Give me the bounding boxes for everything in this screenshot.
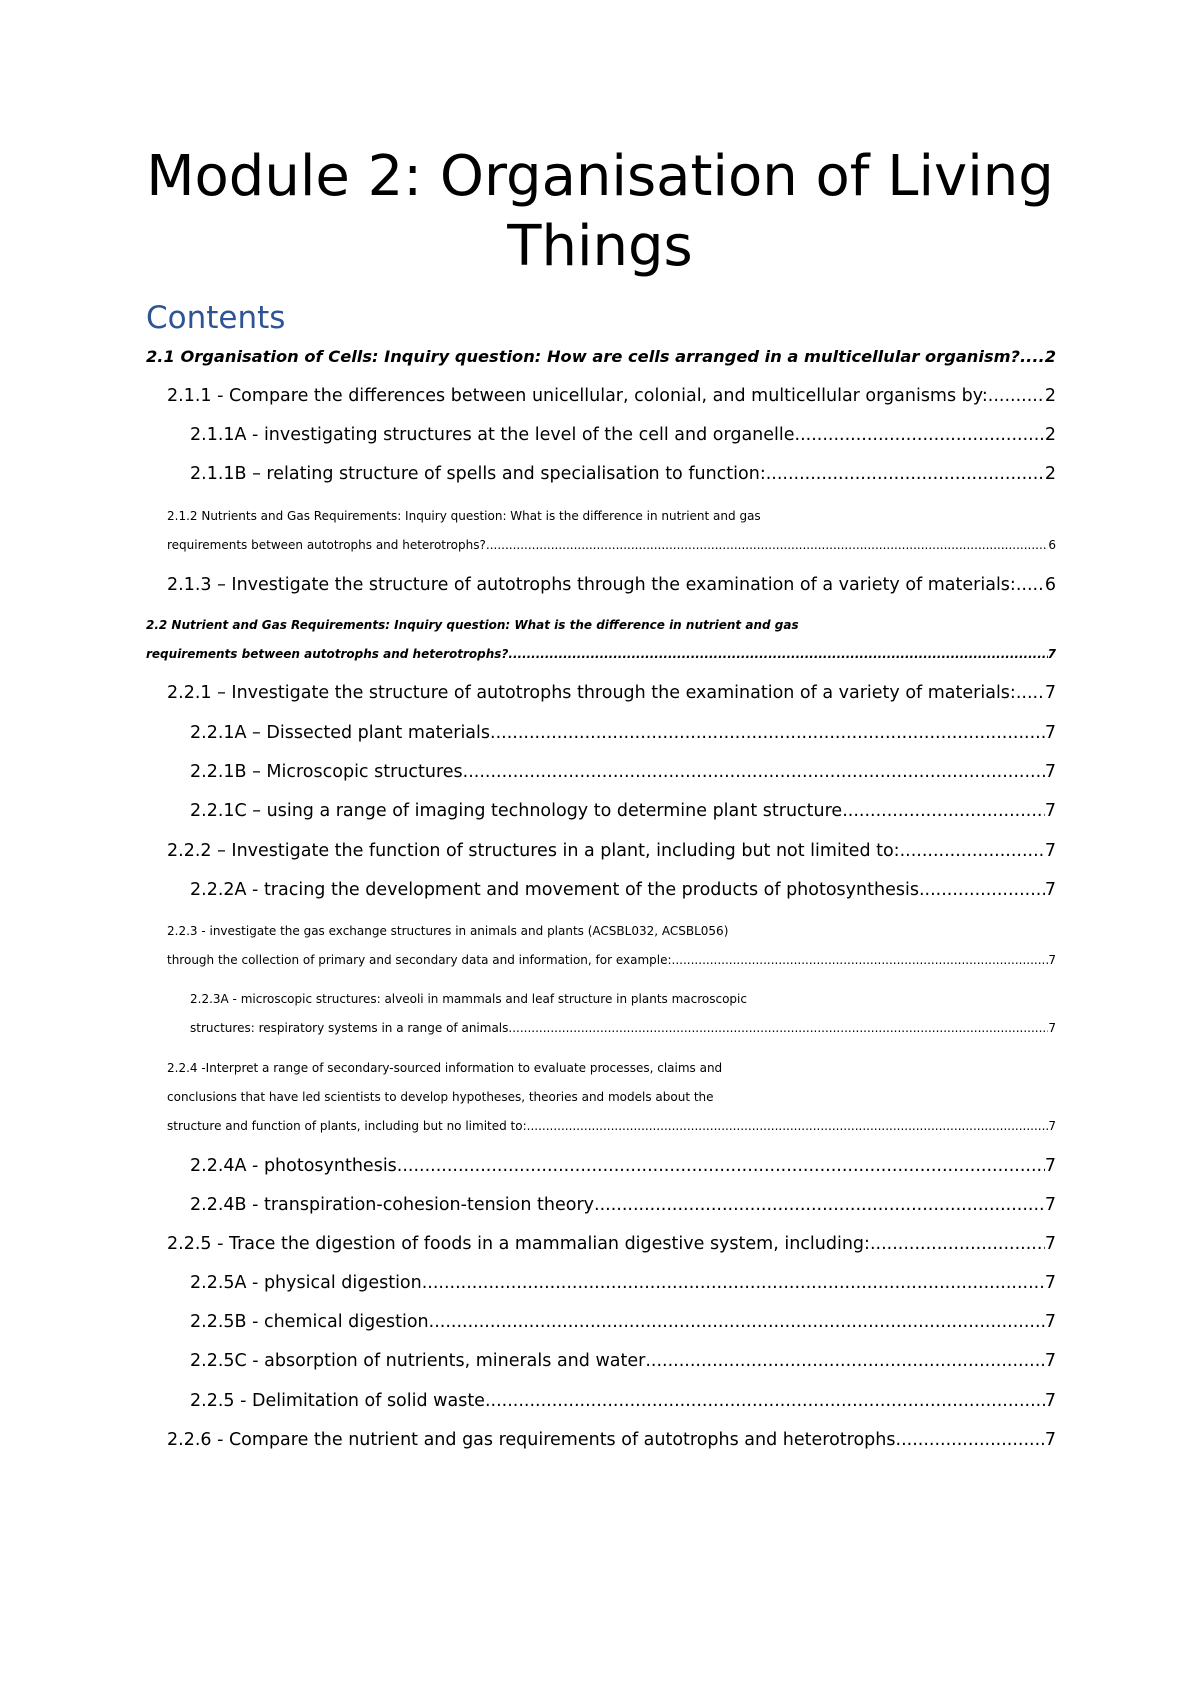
toc-entry-2-2-2a[interactable] <box>190 876 1056 905</box>
toc-entry-text: structure and function of plants, including but no limited to: <box>167 1119 527 1133</box>
toc-page-number: 7 <box>1048 1119 1056 1133</box>
toc-page-number: 7 <box>1048 1021 1056 1035</box>
toc-entry-text-line2: conclusions that have led scientists to develop hypotheses, theories and models about the <box>167 1090 714 1104</box>
toc-page-number: 7 <box>1044 1430 1056 1450</box>
toc-page-number: 6 <box>1048 538 1056 552</box>
toc-leader-dots <box>896 1426 1045 1455</box>
toc-entry-text: 2.2.4B - transpiration-cohesion-tension theory <box>190 1195 595 1215</box>
toc-entry-text: 2.2.5 - Trace the digestion of foods in a mammalian digestive system, including: <box>167 1234 870 1254</box>
toc-leader-dots <box>919 876 1045 905</box>
toc-page-number: 7 <box>1044 1351 1056 1371</box>
toc-leader-dots <box>842 797 1045 826</box>
toc-entry-2-2-5c[interactable] <box>190 1347 1056 1376</box>
toc-entry-text: 2.2.1A – Dissected plant materials <box>190 723 491 743</box>
toc-entry-2-2-5-delimitation[interactable] <box>190 1387 1056 1416</box>
toc-entry-2-2-4b[interactable] <box>190 1191 1056 1220</box>
toc-page-number: 7 <box>1044 1234 1056 1254</box>
toc-entry-2-2-6[interactable] <box>167 1426 1056 1455</box>
toc-entry-2-2[interactable] <box>146 611 1056 669</box>
toc-entry-text: 2.2.5B - chemical digestion <box>190 1312 429 1332</box>
toc-page-number: 7 <box>1044 1156 1056 1176</box>
toc-leader-dots <box>485 1387 1045 1416</box>
toc-leader-dots <box>645 1347 1045 1376</box>
toc-entry-text: 2.2.1B – Microscopic structures <box>190 762 463 782</box>
toc-leader-dots <box>490 719 1045 748</box>
toc-entry-2-1[interactable] <box>146 342 1056 371</box>
contents-heading: Contents <box>146 300 286 336</box>
toc-page-number: 7 <box>1044 1312 1056 1332</box>
toc-entry-text-line1: 2.2.3 - investigate the gas exchange structures in animals and plants (ACSBL032, ACSBL056) <box>167 924 729 938</box>
toc-page-number: 7 <box>1044 880 1056 900</box>
toc-leader-dots <box>870 1230 1045 1259</box>
toc-entry-text: 2.2.2 – Investigate the function of structures in a plant, including but not limited to: <box>167 841 900 861</box>
toc-entry-2-2-5a[interactable] <box>190 1269 1056 1298</box>
toc-leader-dots <box>988 382 1045 411</box>
toc-leader-dots <box>422 1269 1045 1298</box>
toc-leader-dots <box>672 946 1049 975</box>
toc-entry-2-1-1a[interactable] <box>190 421 1056 450</box>
toc-leader-dots <box>486 531 1048 560</box>
toc-entry-2-2-2[interactable] <box>167 837 1056 866</box>
toc-entry-text: 2.2.1 – Investigate the structure of autotrophs through the examination of a variety of materials: <box>167 683 1016 703</box>
toc-page-number: 7 <box>1047 647 1056 661</box>
toc-entry-2-1-3[interactable] <box>167 571 1056 600</box>
document-title: Module 2: Organisation of Living Things <box>146 144 1054 279</box>
toc-entry-2-2-1[interactable] <box>167 679 1056 708</box>
toc-entry-2-1-2[interactable] <box>167 502 1056 560</box>
toc-entry-2-1-1[interactable] <box>167 382 1056 411</box>
toc-leader-dots <box>900 837 1045 866</box>
toc-page-number: 2 <box>1044 386 1056 406</box>
toc-page-number: 2 <box>1044 425 1056 445</box>
toc-entry-text: 2.2.5C - absorption of nutrients, minerals and water <box>190 1351 646 1371</box>
toc-page-number: 6 <box>1044 575 1056 595</box>
toc-entry-text-line1: 2.2.3A - microscopic structures: alveoli in mammals and leaf structure in plants macroscopic <box>190 992 747 1006</box>
toc-entry-2-2-4a[interactable] <box>190 1152 1056 1181</box>
toc-entry-text: 2.1.1A - investigating structures at the level of the cell and organelle <box>190 425 795 445</box>
toc-entry-text: 2.2.1C – using a range of imaging technology to determine plant structure <box>190 801 843 821</box>
toc-entry-2-2-1c[interactable] <box>190 797 1056 826</box>
toc-entry-2-2-1a[interactable] <box>190 719 1056 748</box>
toc-page-number: 7 <box>1044 1195 1056 1215</box>
toc-entry-2-2-4[interactable] <box>167 1054 1056 1141</box>
toc-entry-2-2-3a[interactable] <box>190 985 1056 1043</box>
toc-entry-text: requirements between autotrophs and heterotrophs? <box>146 647 509 661</box>
toc-entry-text: structures: respiratory systems in a range of animals <box>190 1021 509 1035</box>
toc-page-number: 7 <box>1044 1391 1056 1411</box>
toc-entry-text: 2.1.3 – Investigate the structure of autotrophs through the examination of a variety of materials: <box>167 575 1016 595</box>
toc-entry-text: 2.2.5 - Delimitation of solid waste <box>190 1391 485 1411</box>
toc-entry-text: 2.1.1 - Compare the differences between unicellular, colonial, and multicellular organisms by: <box>167 386 988 406</box>
toc-leader-dots <box>795 421 1045 450</box>
toc-entry-text: requirements between autotrophs and heterotrophs? <box>167 538 486 552</box>
toc-entry-text: 2.2.6 - Compare the nutrient and gas requirements of autotrophs and heterotrophs <box>167 1430 896 1450</box>
toc-entry-text: through the collection of primary and secondary data and information, for example: <box>167 953 672 967</box>
toc-page-number: 7 <box>1044 801 1056 821</box>
toc-page-number: 7 <box>1044 1273 1056 1293</box>
toc-entry-2-2-5b[interactable] <box>190 1308 1056 1337</box>
toc-entry-2-1-1b[interactable] <box>190 460 1056 489</box>
toc-leader-dots <box>1016 679 1045 708</box>
toc-leader-dots <box>1020 342 1045 371</box>
toc-entry-text: 2.1.1B – relating structure of spells and specialisation to function: <box>190 464 766 484</box>
toc-page-number: 2 <box>1044 347 1056 366</box>
toc-leader-dots <box>1016 571 1045 600</box>
toc-entry-2-2-3[interactable] <box>167 917 1056 975</box>
toc-leader-dots <box>397 1152 1045 1181</box>
toc-leader-dots <box>527 1112 1049 1141</box>
toc-page-number: 7 <box>1048 953 1056 967</box>
toc-leader-dots <box>429 1308 1045 1337</box>
toc-page-number: 7 <box>1044 762 1056 782</box>
toc-entry-text: 2.1 Organisation of Cells: Inquiry question: How are cells arranged in a multicellular organism? <box>146 347 1020 366</box>
toc-entry-text: 2.2.2A - tracing the development and movement of the products of photosynthesis <box>190 880 919 900</box>
toc-leader-dots <box>594 1191 1045 1220</box>
toc-page-number: 7 <box>1044 683 1056 703</box>
toc-entry-text: 2.2.4A - photosynthesis <box>190 1156 397 1176</box>
toc-entry-text: 2.2.5A - physical digestion <box>190 1273 422 1293</box>
toc-page-number: 7 <box>1044 841 1056 861</box>
toc-leader-dots <box>463 758 1045 787</box>
toc-leader-dots <box>508 640 1047 669</box>
toc-leader-dots <box>766 460 1045 489</box>
toc-page-number: 2 <box>1044 464 1056 484</box>
toc-entry-2-2-5[interactable] <box>167 1230 1056 1259</box>
toc-page-number: 7 <box>1044 723 1056 743</box>
toc-entry-text-line1: 2.2 Nutrient and Gas Requirements: Inquiry question: What is the difference in nutrient and gas <box>146 618 799 632</box>
toc-entry-2-2-1b[interactable] <box>190 758 1056 787</box>
toc-entry-text-line1: 2.1.2 Nutrients and Gas Requirements: Inquiry question: What is the difference in nutrient and gas <box>167 509 761 523</box>
toc-leader-dots <box>508 1014 1048 1043</box>
toc-entry-text-line1: 2.2.4 -Interpret a range of secondary-sourced information to evaluate processes, claims and <box>167 1061 723 1075</box>
